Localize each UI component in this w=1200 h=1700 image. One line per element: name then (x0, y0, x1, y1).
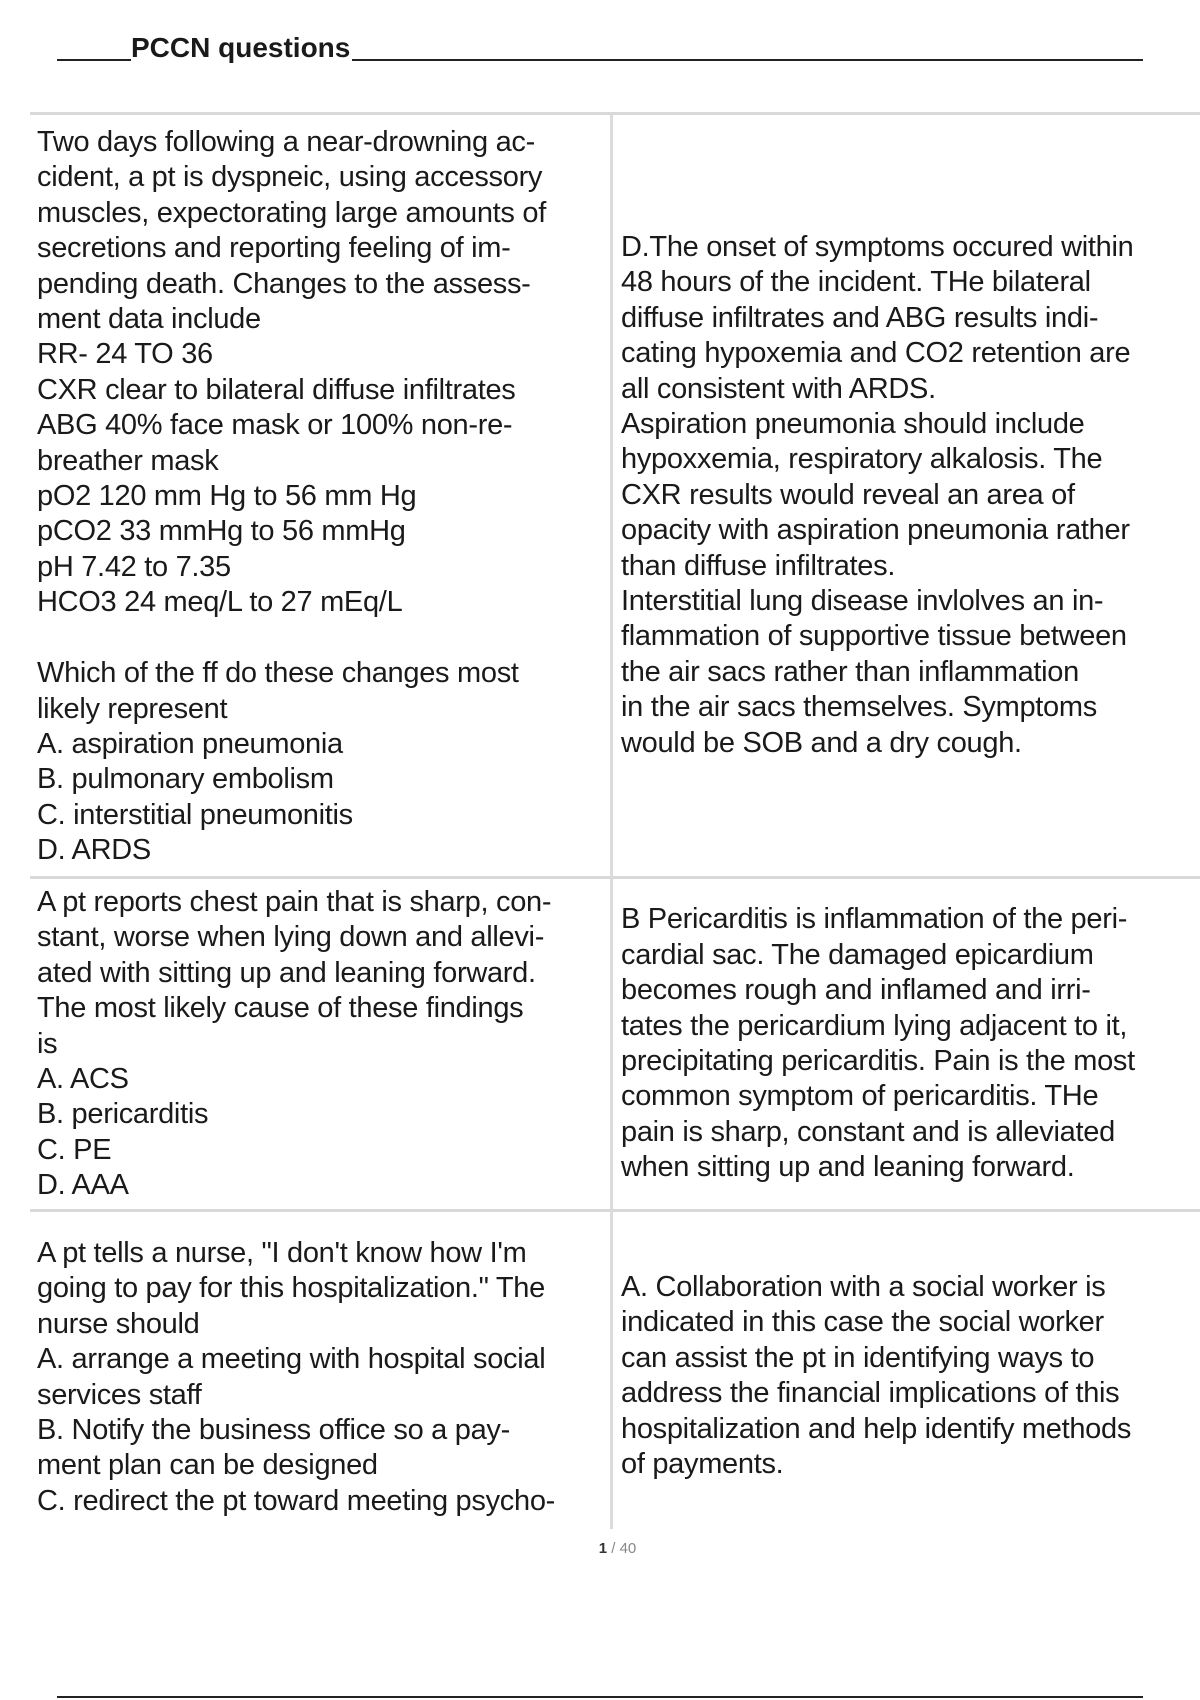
flashcard-answer (613, 115, 1200, 876)
page-title: PCCN questions (131, 32, 351, 63)
flashcard (30, 112, 1200, 876)
flashcard (30, 1209, 1200, 1529)
page-number (0, 1540, 1200, 1557)
flashcard-answer (613, 1212, 1200, 1529)
page-header (57, 30, 1143, 61)
flashcard-answer-text: D.The onset of symptoms occured within 48 hours of the incident. THe bilateral diffuse infiltrates and ABG results indi- cating hypoxemia and CO2 retention are all consistent with ARDS. Aspiration pneumonia should include hypoxxemia, respiratory alkalosis. The CXR results would reveal an area of opacity with aspiration pneumonia rather than diffuse infiltrates. Interstitial lung disease invlolves an in- flammation of supportive tissue between the air sacs rather than inflammation in the air sacs themselves. Symptoms would be SOB and a dry cough. (621, 230, 1134, 759)
flashcard-question: A pt tells a nurse, "I don't know how I'm going to pay for this hospitalization." The nurse should A. arrange a meeting with hospital social services staff B. Notify the business office so a pay- ment plan can be designed C. redirect the pt toward meeting psycho- (30, 1212, 613, 1529)
flashcard-question: Two days following a near-drowning ac- cident, a pt is dyspneic, using accessory muscles, expectorating large amounts of secretions and reporting feeling of im- pending death. Changes to the assess- ment data include RR- 24 TO 36 CXR clear to bilateral diffuse infiltrates ABG 40% face mask or 100% non-re- breather mask pO2 120 mm Hg to 56 mm Hg pCO2 33 mmHg to 56 mmHg pH 7.42 to 7.35 HCO3 24 meq/L to 27 mEq/L Which of the ff do these changes most likely represent A. aspiration pneumonia B. pulmonary embolism C. interstitial pneumonitis D. ARDS (30, 115, 613, 876)
footer-divider (57, 1696, 1143, 1698)
page-current: 1 (598, 1540, 608, 1557)
flashcard (30, 876, 1200, 1209)
flashcard-answer-text: B Pericarditis is inflammation of the peri- cardial sac. The damaged epicardium becomes rough and inflamed and irri- tates the pericardium lying adjacent to it, precipitating pericarditis. Pain is the most common symptom of pericarditis. THe pain is sharp, constant and is alleviated when sitting up and leaning forward. (621, 903, 1135, 1184)
page-total: 40 (619, 1540, 637, 1557)
page-separator: / (607, 1540, 620, 1557)
flashcard-answer (613, 879, 1200, 1209)
flashcard-list (30, 112, 1200, 1529)
flashcard-answer-text: A. Collaboration with a social worker is indicated in this case the social worker can assist the pt in identifying ways to address the financial implications of this hospitalization and help identify methods of payments. (621, 1271, 1132, 1481)
flashcard-question: A pt reports chest pain that is sharp, con- stant, worse when lying down and allevi- ated with sitting up and leaning forward. The most likely cause of these findings is A. ACS B. pericarditis C. PE D. AAA (30, 879, 613, 1209)
